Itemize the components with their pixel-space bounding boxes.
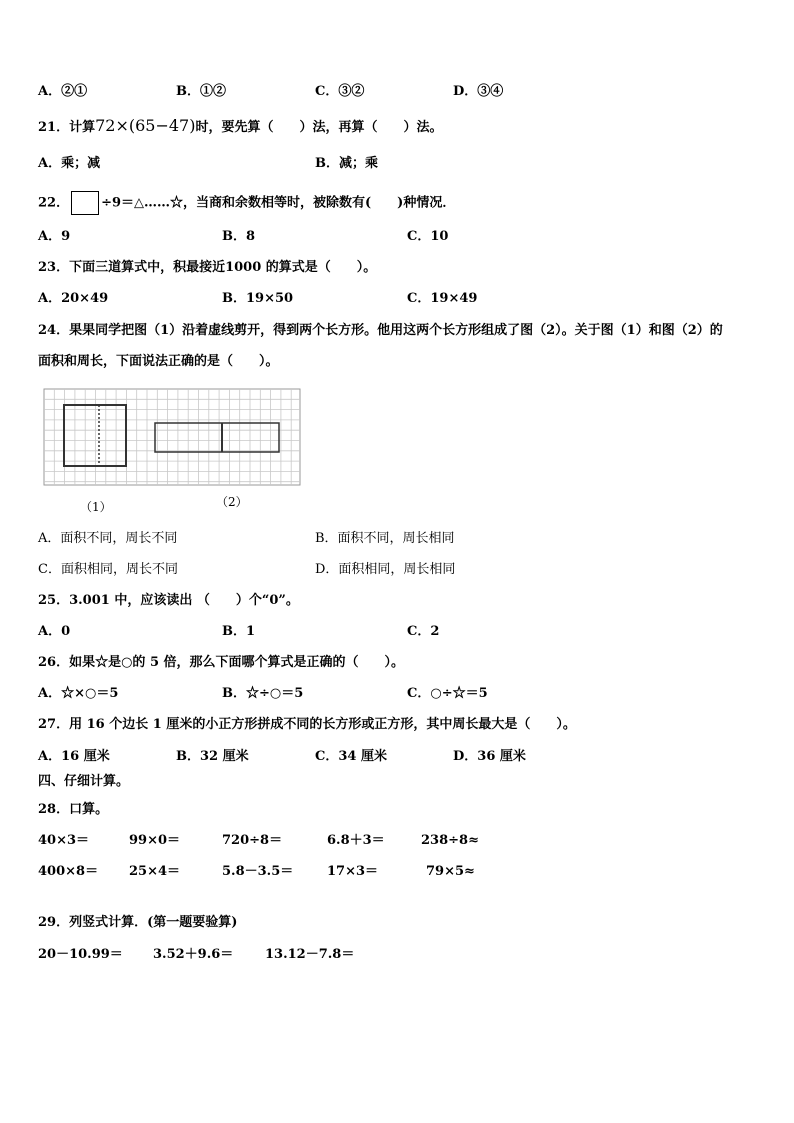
q29-item-2: 3.52＋9.6＝ [153, 947, 234, 962]
q22-option-a: A．9 [38, 229, 71, 244]
q28-r1-c1: 40×3＝ [38, 833, 90, 848]
q28-r1-c5: 238÷8≈ [421, 833, 479, 848]
q27-option-c: C．34 厘米 [315, 749, 387, 764]
dividend-box [71, 191, 99, 215]
grid-background [44, 389, 300, 485]
q22-stem-pre: 22． [38, 195, 70, 211]
q27-stem: 27．用 16 个边长 1 厘米的小正方形拼成不同的长方形或正方形，其中周长最大是（ ）。 [38, 717, 576, 732]
figure2-label: （2） [216, 495, 248, 509]
q24-option-a: A．面积不同，周长不同 [38, 531, 178, 546]
q29-item-1: 20－10.99＝ [38, 947, 123, 962]
q26-stem: 26．如果☆是○的 5 倍，那么下面哪个算式是正确的（ ）。 [38, 655, 405, 670]
q29-stem: 29．列竖式计算．(第一题要验算) [38, 915, 238, 930]
q24-stem-line2: 面积和周长，下面说法正确的是（ ）。 [38, 354, 279, 369]
q25-stem: 25．3.001 中，应该读出 （ ）个“0”。 [38, 593, 299, 608]
q21-stem-pre: 21．计算 [38, 120, 96, 135]
q28-r2-c1: 400×8＝ [38, 864, 99, 879]
q22-stem-post: ÷9＝△……☆，当商和余数相等时，被除数有( )种情况． [101, 195, 456, 211]
q24-option-c: C．面积相同，周长不同 [38, 562, 178, 577]
q22-option-c: C．10 [407, 229, 449, 244]
q22-stem [38, 191, 455, 215]
q24-option-b: B．面积不同，周长相同 [315, 531, 455, 546]
q24-option-d: D．面积相同，周长相同 [315, 562, 456, 577]
q28-r2-c3: 5.8－3.5＝ [222, 864, 294, 879]
q28-stem: 28．口算。 [38, 802, 109, 817]
q28-r1-c2: 99×0＝ [129, 833, 181, 848]
q23-option-b: B．19×50 [222, 291, 294, 306]
q27-option-a: A．16 厘米 [38, 749, 110, 764]
q27-option-d: D．36 厘米 [453, 749, 526, 764]
q21-option-b: B．减；乘 [315, 156, 378, 171]
q21-option-a: A．乘；减 [38, 156, 101, 171]
q26-option-b: B．☆÷○＝5 [222, 686, 304, 701]
q20-option-d: D．③④ [453, 84, 504, 99]
section-heading: 四、仔细计算。 [38, 774, 130, 789]
q28-r1-c3: 720÷8＝ [222, 833, 283, 848]
q28-r2-c2: 25×4＝ [129, 864, 181, 879]
q26-option-c: C．○÷☆＝5 [407, 686, 488, 701]
figure1-square [64, 405, 126, 466]
q20-option-a: A．②① [38, 84, 88, 99]
q23-option-c: C．19×49 [407, 291, 478, 306]
q25-option-b: B．1 [222, 624, 256, 639]
q24-stem-line1: 24．果果同学把图（1）沿着虚线剪开，得到两个长方形。他用这两个长方形组成了图（2）。关于图（1）和图（2）的 [38, 323, 723, 338]
q20-option-b: B．①② [176, 84, 226, 99]
q27-option-b: B．32 厘米 [176, 749, 249, 764]
q28-r2-c5: 79×5≈ [426, 864, 475, 879]
q21-stem [38, 118, 442, 136]
q20-option-c: C．③② [315, 84, 365, 99]
grid-figure [40, 381, 310, 491]
q21-expression: 72×(65−47) [95, 116, 196, 135]
q22-option-b: B．8 [222, 229, 256, 244]
q28-r2-c4: 17×3＝ [327, 864, 379, 879]
q26-option-a: A．☆×○＝5 [38, 686, 119, 701]
q23-option-a: A．20×49 [38, 291, 109, 306]
q28-r1-c4: 6.8＋3＝ [327, 833, 385, 848]
q29-item-3: 13.12－7.8＝ [265, 947, 355, 962]
q21-stem-post: 时，要先算（ ）法，再算（ ）法。 [195, 120, 443, 135]
q25-option-a: A．0 [38, 624, 71, 639]
figure1-label: （1） [80, 500, 112, 514]
q23-stem: 23．下面三道算式中，积最接近1000 的算式是（ ）。 [38, 260, 377, 275]
q25-option-c: C．2 [407, 624, 440, 639]
